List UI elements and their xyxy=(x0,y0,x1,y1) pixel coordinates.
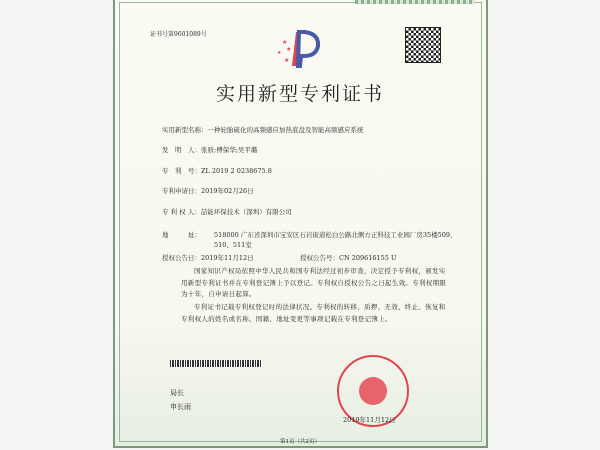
certificate-number: 证书号第9601089号 xyxy=(150,31,207,38)
svg-text:★: ★ xyxy=(282,39,288,46)
field-label: 专 利 号： xyxy=(162,167,201,175)
field-label: 实用新型名称： xyxy=(162,126,208,134)
field-value: 2019年11月12日 xyxy=(201,254,254,262)
signer-title: 局长 xyxy=(170,389,184,397)
field-label: 专 利 权 人： xyxy=(162,208,201,216)
field-label: 地 址： xyxy=(162,231,201,239)
field-value: 518000 广东省深圳市宝安区石岩街道松白公路北侧方正科技工业园厂房35楼509、510、511室 xyxy=(214,231,457,249)
field-name xyxy=(162,125,364,134)
field-address xyxy=(162,230,464,250)
cnipa-logo-icon xyxy=(274,26,324,68)
field-value: 喆能环保技术（深圳）有限公司 xyxy=(200,208,292,216)
field-value: 张骄;傅保华;吴平璐 xyxy=(201,146,258,154)
field-application-date xyxy=(162,186,254,195)
field-label: 发 明 人： xyxy=(162,146,201,154)
legal-status-paragraph: 专利证书记载专利权登记时的法律状况。专利权的转移、质押、无效、终止、恢复和专利权人的姓名或名称、国籍、地址变更等事项记载在专利登记簿上。 xyxy=(181,303,446,323)
svg-text:★: ★ xyxy=(277,50,282,56)
field-label: 授权公告号： xyxy=(300,254,339,262)
signer-name: 申长雨 xyxy=(170,403,191,411)
svg-text:★: ★ xyxy=(286,46,292,53)
field-value: ZL 2019 2 0238675.8 xyxy=(201,167,272,175)
qr-code xyxy=(405,27,441,63)
national-emblem-icon xyxy=(359,377,387,405)
certificate-title: 实用新型专利证书 xyxy=(215,83,384,105)
field-value: 一种轮胎硫化的高频感应加热底盘及智能高频感应系统 xyxy=(207,126,364,134)
field-inventors xyxy=(162,145,257,154)
svg-text:★: ★ xyxy=(284,57,290,64)
grant-paragraph: 国家知识产权局依照中华人民共和国专利法经过初步审查，决定授予专利权，颁发实用新型专利证书并在专利登记簿上予以登记。专利权自授权公告之日起生效。专利权期限为十年，自申请日起算。 xyxy=(181,267,447,298)
grant-number xyxy=(300,253,397,262)
certificate-border xyxy=(119,2,482,442)
page-number: 第1页（共2页） xyxy=(280,439,320,445)
grant-date xyxy=(162,253,254,262)
field-label: 授权公告日： xyxy=(162,254,201,262)
barcode xyxy=(170,360,262,367)
field-patentee xyxy=(162,207,292,216)
field-value: CN 209616155 U xyxy=(339,254,397,262)
field-value: 2019年02月26日 xyxy=(201,187,254,195)
field-label: 专利申请日： xyxy=(162,187,201,195)
seal-date: 2019年11月12日 xyxy=(343,416,396,424)
field-patent-number xyxy=(162,166,272,175)
top-ornament xyxy=(355,0,475,4)
